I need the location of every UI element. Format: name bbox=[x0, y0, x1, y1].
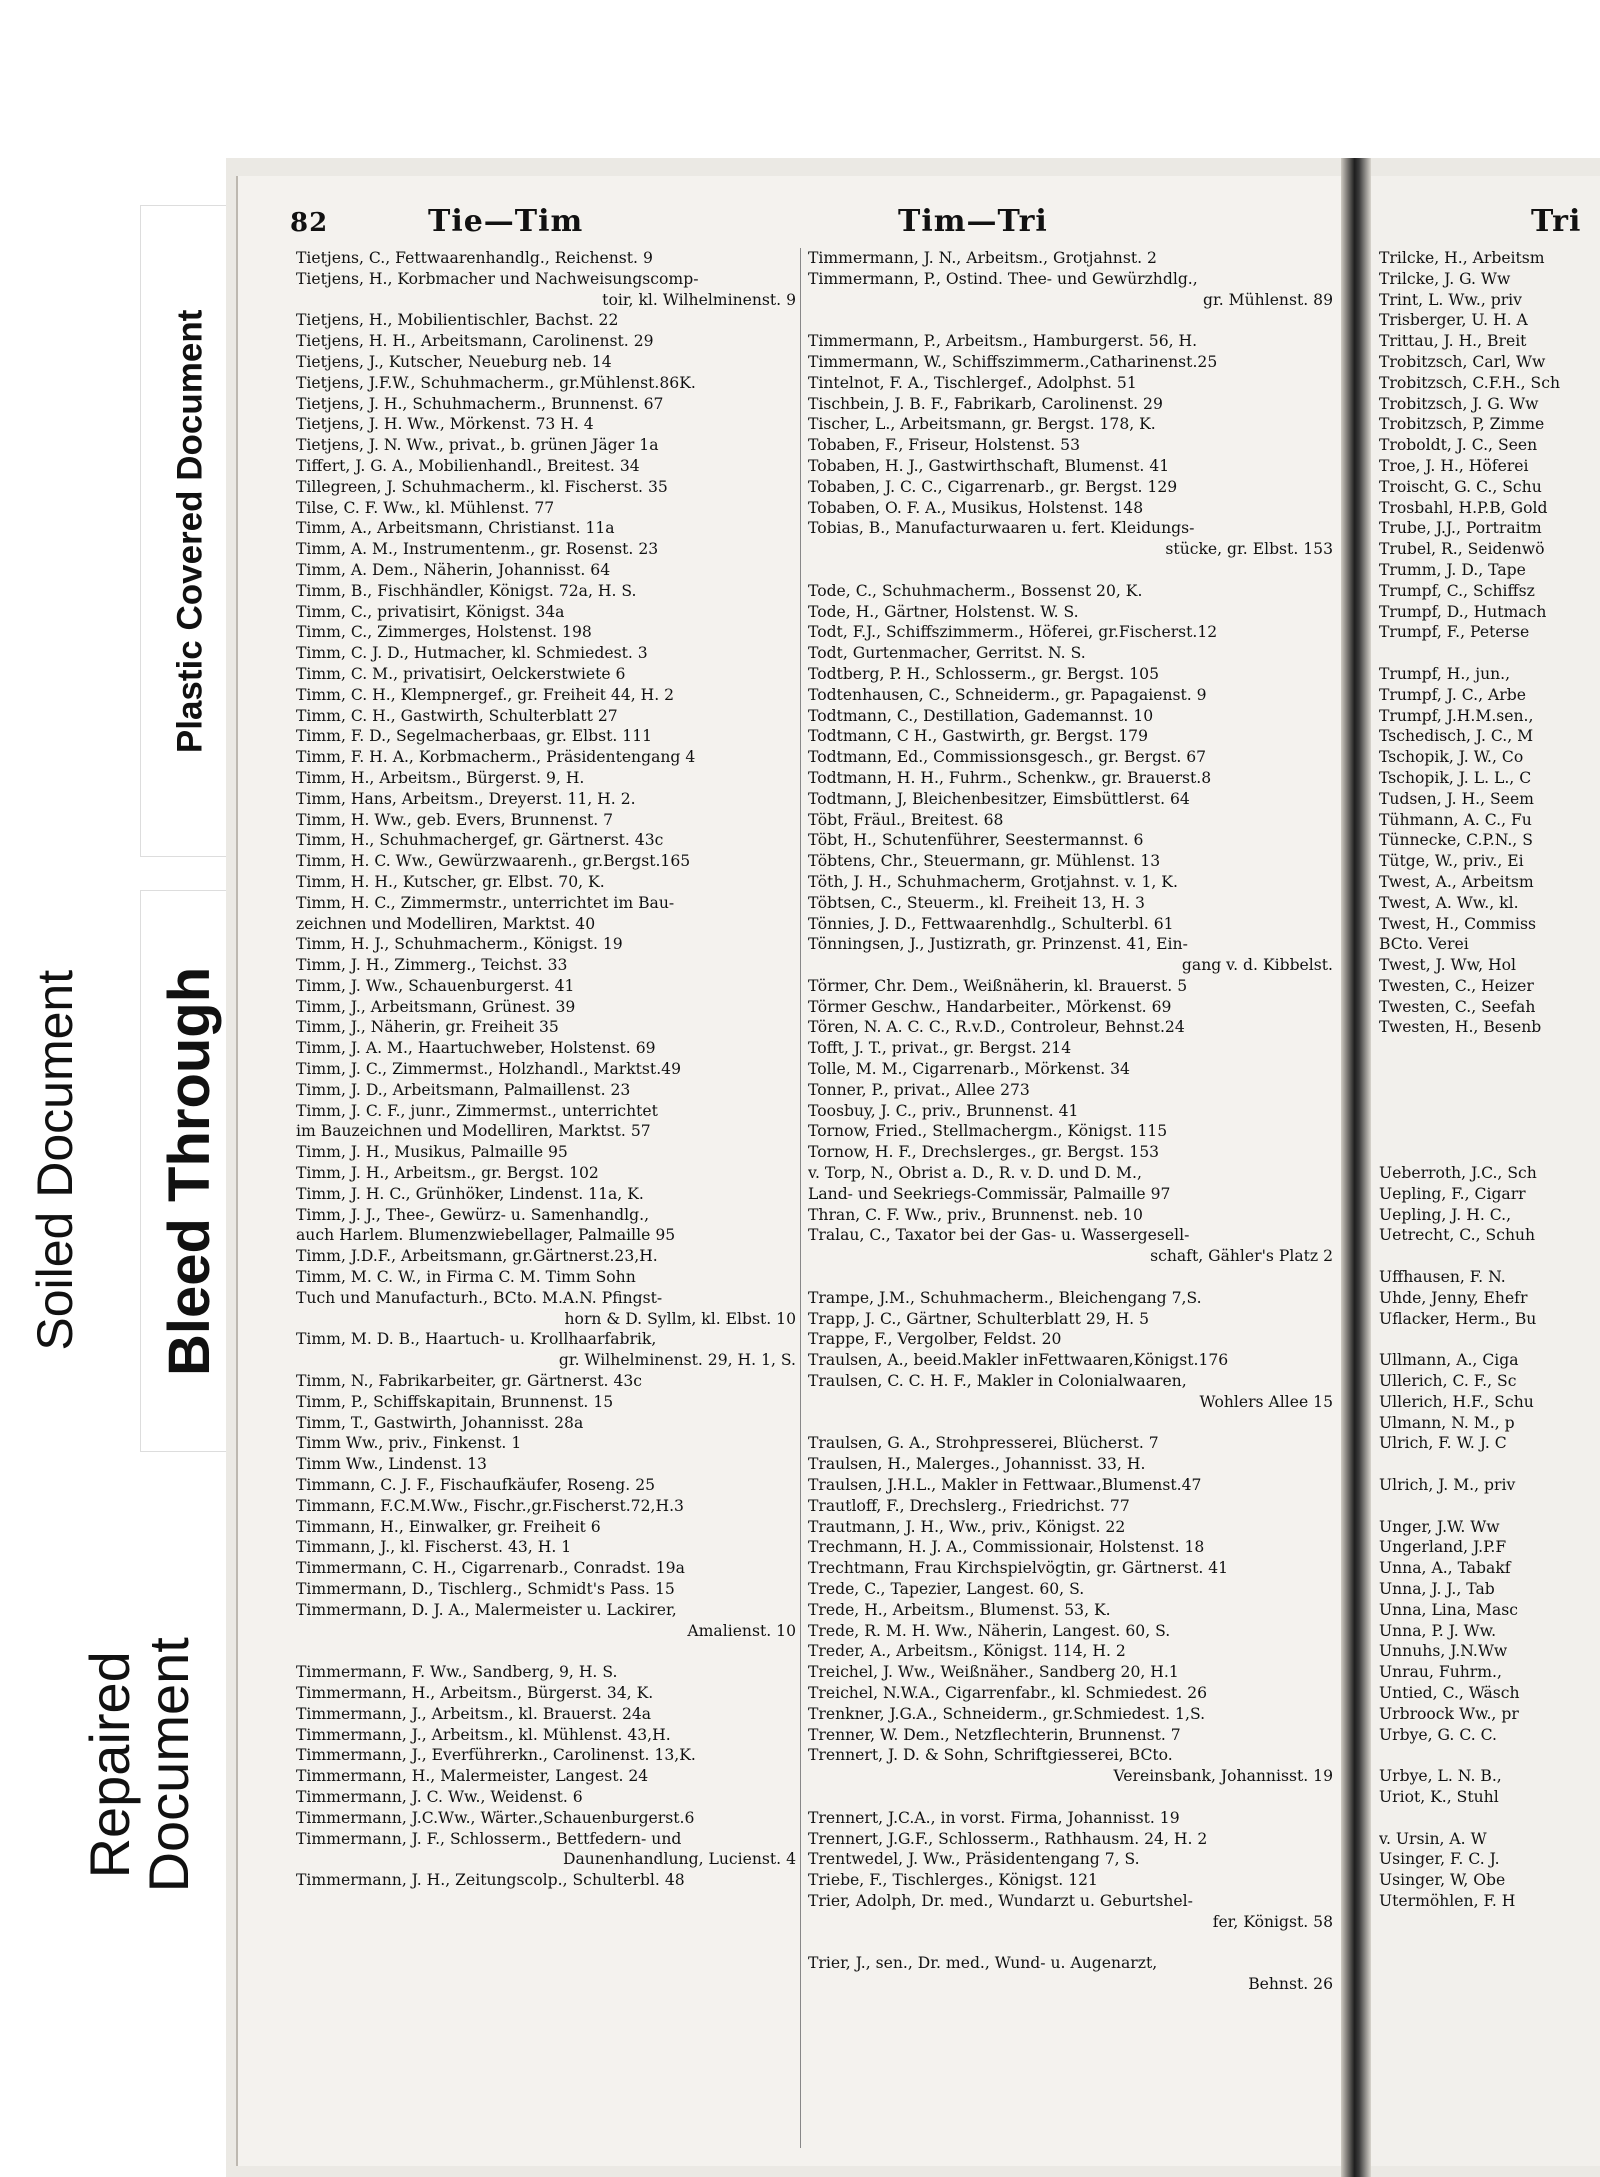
directory-line: Treichel, N.W.A., Cigarrenfabr., kl. Schmiedest. 26 bbox=[808, 1683, 1208, 1702]
directory-line: Törmer, Chr. Dem., Weißnäherin, kl. Brauerst. 5 bbox=[808, 976, 1188, 995]
directory-line: toir, kl. Wilhelminenst. 9 bbox=[602, 290, 796, 309]
column-1 bbox=[296, 248, 796, 1891]
directory-line: Tobaben, O. F. A., Musikus, Holstenst. 148 bbox=[808, 498, 1144, 517]
directory-line: Törmer Geschw., Handarbeiter., Mörkenst. 69 bbox=[808, 997, 1172, 1016]
directory-line: Todtmann, Ed., Commissionsgesch., gr. Bergst. 67 bbox=[808, 748, 1207, 767]
scanned-page bbox=[226, 158, 1600, 2177]
directory-line: Tören, N. A. C. C., R.v.D., Controleur, Behnst.24 bbox=[808, 1018, 1185, 1037]
directory-line: Ullmann, A., Ciga bbox=[1379, 1351, 1519, 1370]
directory-line: Timmermann, J.C.Ww., Wärter.,Schauenburgerst.6 bbox=[296, 1808, 695, 1827]
directory-line: Timm, T., Gastwirth, Johannisst. 28a bbox=[296, 1413, 584, 1432]
directory-line: Twest, A., Arbeitsm bbox=[1379, 872, 1534, 891]
directory-line: Tode, H., Gärtner, Holstenst. W. S. bbox=[808, 602, 1079, 621]
directory-line: Tönningsen, J., Justizrath, gr. Prinzenst. 41, Ein- bbox=[808, 935, 1188, 954]
directory-line bbox=[1379, 1038, 1600, 1059]
directory-line: Timm, J. H., Musikus, Palmaille 95 bbox=[296, 1143, 568, 1162]
directory-line bbox=[1379, 643, 1600, 664]
directory-line: Unna, A., Tabakf bbox=[1379, 1559, 1511, 1578]
directory-line: BCto. Verei bbox=[1379, 935, 1469, 954]
directory-line: Ueberroth, J.C., Sch bbox=[1379, 1164, 1537, 1183]
directory-line: Tischer, L., Arbeitsmann, gr. Bergst. 178, K. bbox=[808, 415, 1156, 434]
directory-line: Trumpf, D., Hutmach bbox=[1379, 602, 1547, 621]
directory-line: Tühmann, A. C., Fu bbox=[1379, 810, 1532, 829]
directory-line: Urbye, G. C. C. bbox=[1379, 1725, 1497, 1744]
directory-line: Timmermann, C. H., Cigarrenarb., Conradst. 19a bbox=[296, 1559, 685, 1578]
directory-line: Timm, J. C. F., junr., Zimmermst., unterrichtet bbox=[296, 1101, 658, 1120]
directory-line: Timmermann, J. H., Zeitungscolp., Schulterbl. 48 bbox=[296, 1871, 685, 1890]
directory-line: Trier, J., sen., Dr. med., Wund- u. Augenarzt, bbox=[808, 1954, 1158, 1973]
directory-line: Trosbahl, H.P.B, Gold bbox=[1379, 498, 1548, 517]
directory-line bbox=[1379, 1101, 1600, 1122]
directory-line: Timm, B., Fischhändler, Königst. 72a, H. S. bbox=[296, 581, 637, 600]
directory-line: Twesten, C., Heizer bbox=[1379, 976, 1534, 995]
directory-line: Trumpf, H., jun., bbox=[1379, 664, 1511, 683]
directory-line: Twesten, C., Seefah bbox=[1379, 997, 1536, 1016]
directory-line: Todtmann, J, Bleichenbesitzer, Eimsbüttlerst. 64 bbox=[808, 789, 1190, 808]
directory-line: Timm, H. C. Ww., Gewürzwaarenh., gr.Bergst.165 bbox=[296, 852, 691, 871]
directory-line: Tünnecke, C.P.N., S bbox=[1379, 831, 1533, 850]
directory-line: Timm, F. H. A., Korbmacherm., Präsidentengang 4 bbox=[296, 748, 696, 767]
directory-line: Tietjens, J. H. Ww., Mörkenst. 73 H. 4 bbox=[296, 415, 594, 434]
directory-line: Trenkner, J.G.A., Schneiderm., gr.Schmiedest. 1,S. bbox=[808, 1704, 1206, 1723]
directory-line: Timm, J. C., Zimmermst., Holzhandl., Marktst.49 bbox=[296, 1060, 681, 1079]
directory-line: Trennert, J.G.F., Schlosserm., Rathhausm. 24, H. 2 bbox=[808, 1829, 1208, 1848]
directory-line: Trennert, J. D. & Sohn, Schriftgiesserei, BCto. bbox=[808, 1746, 1173, 1765]
directory-line: Timm, M. D. B., Haartuch- u. Krollhaarfabrik, bbox=[296, 1330, 657, 1349]
directory-line: Usinger, F. C. J. bbox=[1379, 1850, 1500, 1869]
header-right: Tri bbox=[1531, 204, 1582, 239]
directory-line: Uriot, K., Stuhl bbox=[1379, 1787, 1499, 1806]
directory-line: Trube, J.J., Portraitm bbox=[1379, 519, 1542, 538]
directory-line: Timm, J. Ww., Schauenburgerst. 41 bbox=[296, 976, 575, 995]
directory-line: Trumpf, C., Schiffsz bbox=[1379, 581, 1535, 600]
directory-line bbox=[808, 310, 1333, 331]
directory-line bbox=[808, 1787, 1333, 1808]
directory-line: Treichel, J. Ww., Weißnäher., Sandberg 20, H.1 bbox=[808, 1663, 1179, 1682]
directory-line: Timm, P., Schiffskapitain, Brunnenst. 15 bbox=[296, 1392, 614, 1411]
directory-line: im Bauzeichnen und Modelliren, Marktst. 57 bbox=[296, 1122, 651, 1141]
directory-line: Timm, Hans, Arbeitsm., Dreyerst. 11, H. 2. bbox=[296, 789, 636, 808]
directory-page bbox=[236, 176, 1343, 2166]
directory-line bbox=[1379, 1246, 1600, 1267]
directory-line: Ulrich, J. M., priv bbox=[1379, 1476, 1516, 1495]
directory-line: fer, Königst. 58 bbox=[1212, 1912, 1333, 1931]
directory-line: Tietjens, J.F.W., Schuhmacherm., gr.Mühlenst.86K. bbox=[296, 373, 696, 392]
directory-line bbox=[1379, 1496, 1600, 1517]
directory-line: Tillegreen, J. Schuhmacherm., kl. Fischerst. 35 bbox=[296, 477, 668, 496]
directory-line: Twest, J. Ww, Hol bbox=[1379, 956, 1516, 975]
directory-line bbox=[296, 1641, 796, 1662]
directory-line: Todtmann, C., Destillation, Gademannst. 10 bbox=[808, 706, 1154, 725]
directory-line: Timmermann, P., Ostind. Thee- und Gewürzhdlg., bbox=[808, 269, 1198, 288]
directory-line: Uffhausen, F. N. bbox=[1379, 1268, 1506, 1287]
directory-line: Urbye, L. N. B., bbox=[1379, 1767, 1502, 1786]
directory-line: Treder, A., Arbeitsm., Königst. 114, H. 2 bbox=[808, 1642, 1126, 1661]
directory-line: Trittau, J. H., Breit bbox=[1379, 332, 1527, 351]
directory-line: Tuch und Manufacturh., BCto. M.A.N. Pfingst- bbox=[296, 1288, 663, 1307]
directory-line: Timmermann, H., Arbeitsm., Bürgerst. 34, K. bbox=[296, 1683, 654, 1702]
directory-line: Trilcke, H., Arbeitsm bbox=[1379, 249, 1545, 267]
column-3 bbox=[1379, 248, 1600, 1912]
directory-line: Timmermann, J. F., Schlosserm., Bettfedern- und bbox=[296, 1829, 682, 1848]
directory-line: Tietjens, H., Korbmacher und Nachweisungscomp- bbox=[296, 269, 699, 288]
directory-line: Troe, J. H., Höferei bbox=[1379, 456, 1529, 475]
directory-line: Timm, A. Dem., Näherin, Johannisst. 64 bbox=[296, 560, 611, 579]
directory-line: Tschopik, J. W., Co bbox=[1379, 748, 1524, 767]
directory-line: Trede, H., Arbeitsm., Blumenst. 53, K. bbox=[808, 1600, 1111, 1619]
directory-line: Timm, H. J., Schuhmacherm., Königst. 19 bbox=[296, 935, 623, 954]
directory-line: Tietjens, C., Fettwaarenhandlg., Reichenst. 9 bbox=[296, 249, 653, 267]
directory-line: Uetrecht, C., Schuh bbox=[1379, 1226, 1536, 1245]
directory-line: Tode, C., Schuhmacherm., Bossenst 20, K. bbox=[808, 581, 1143, 600]
directory-line: Timmann, C. J. F., Fischaufkäufer, Roseng. 25 bbox=[296, 1476, 656, 1495]
directory-line: Traulsen, J.H.L., Makler in Fettwaar.,Blumenst.47 bbox=[808, 1476, 1202, 1495]
directory-line: Timmermann, J. N., Arbeitsm., Grotjahnst. 2 bbox=[808, 249, 1157, 267]
directory-line: Timm, J. H. C., Grünhöker, Lindenst. 11a, K. bbox=[296, 1184, 644, 1203]
directory-line bbox=[808, 1267, 1333, 1288]
directory-line: Timm, J. A. M., Haartuchweber, Holstenst. 69 bbox=[296, 1039, 656, 1058]
directory-line: Töbt, Fräul., Breitest. 68 bbox=[808, 810, 1004, 829]
directory-line: Trisberger, U. H. A bbox=[1379, 311, 1528, 330]
directory-line: Ungerland, J.P.F bbox=[1379, 1538, 1507, 1557]
directory-line: Triebe, F., Tischlerges., Königst. 121 bbox=[808, 1871, 1098, 1890]
directory-line bbox=[1379, 1745, 1600, 1766]
directory-line: Uflacker, Herm., Bu bbox=[1379, 1309, 1537, 1328]
directory-line: Uepling, J. H. C., bbox=[1379, 1205, 1512, 1224]
plastic-label: Plastic Covered Document bbox=[140, 205, 242, 857]
directory-line: Behnst. 26 bbox=[1248, 1975, 1333, 1994]
directory-line: Timm, J., Näherin, gr. Freiheit 35 bbox=[296, 1018, 559, 1037]
directory-line: Unna, J. J., Tab bbox=[1379, 1580, 1495, 1598]
directory-line: schaft, Gähler's Platz 2 bbox=[1150, 1247, 1333, 1266]
directory-line: Timm, C. H., Klempnergef., gr. Freiheit 44, H. 2 bbox=[296, 685, 675, 704]
directory-line: Timmann, F.C.M.Ww., Fischr.,gr.Fischerst.72,H.3 bbox=[296, 1496, 684, 1515]
directory-line: Timm, J. H., Zimmerg., Teichst. 33 bbox=[296, 956, 568, 975]
directory-line: Troischt, G. C., Schu bbox=[1379, 477, 1542, 496]
directory-line: Todtmann, H. H., Fuhrm., Schenkw., gr. Brauerst.8 bbox=[808, 768, 1212, 787]
directory-line: Tietjens, J., Kutscher, Neueburg neb. 14 bbox=[296, 352, 612, 371]
directory-line: Trenner, W. Dem., Netzflechterin, Brunnenst. 7 bbox=[808, 1725, 1181, 1744]
directory-line: Timmann, J., kl. Fischerst. 43, H. 1 bbox=[296, 1538, 572, 1557]
directory-line: Unger, J.W. Ww bbox=[1379, 1517, 1500, 1536]
directory-line: Timm, C., privatisirt, Königst. 34a bbox=[296, 602, 565, 621]
directory-line: Tintelnot, F. A., Tischlergef., Adolphst. 51 bbox=[808, 373, 1137, 392]
directory-line: Twest, A. Ww., kl. bbox=[1379, 893, 1519, 912]
directory-line: Unrau, Fuhrm., bbox=[1379, 1663, 1502, 1682]
directory-line: Trapp, J. C., Gärtner, Schulterblatt 29, H. 5 bbox=[808, 1309, 1150, 1328]
directory-line: Timm, H., Arbeitsm., Bürgerst. 9, H. bbox=[296, 768, 585, 787]
directory-line: Timmermann, H., Malermeister, Langest. 24 bbox=[296, 1767, 649, 1786]
directory-line: Trede, C., Tapezier, Langest. 60, S. bbox=[808, 1580, 1085, 1598]
directory-line bbox=[1379, 1080, 1600, 1101]
directory-line: Trumm, J. D., Tape bbox=[1379, 560, 1526, 579]
directory-line: Land- und Seekriegs-Commissär, Palmaille 97 bbox=[808, 1184, 1171, 1203]
directory-line: Timm, C. H., Gastwirth, Schulterblatt 27 bbox=[296, 706, 618, 725]
directory-line: Uhde, Jenny, Ehefr bbox=[1379, 1288, 1528, 1307]
directory-line bbox=[1379, 1808, 1600, 1829]
directory-line: Trobitzsch, Carl, Ww bbox=[1379, 352, 1546, 371]
directory-line: v. Torp, N., Obrist a. D., R. v. D. und D. M., bbox=[808, 1164, 1142, 1183]
directory-line: Timm, C. J. D., Hutmacher, kl. Schmiedest. 3 bbox=[296, 644, 648, 663]
directory-line: Timmermann, P., Arbeitsm., Hamburgerst. 56, H. bbox=[808, 332, 1198, 351]
directory-line: Todt, Gurtenmacher, Gerritst. N. S. bbox=[808, 644, 1086, 663]
directory-line: Tobaben, F., Friseur, Holstenst. 53 bbox=[808, 436, 1081, 455]
directory-line: Tornow, Fried., Stellmachergm., Königst. 115 bbox=[808, 1122, 1168, 1141]
directory-line: Amalienst. 10 bbox=[687, 1621, 796, 1640]
directory-line: Timm, A. M., Instrumentenm., gr. Rosenst. 23 bbox=[296, 540, 659, 559]
directory-line bbox=[808, 1933, 1333, 1954]
directory-line: Timm, F. D., Segelmacherbaas, gr. Elbst. 111 bbox=[296, 727, 653, 746]
directory-line: Timm Ww., Lindenst. 13 bbox=[296, 1455, 487, 1474]
directory-line bbox=[1379, 1329, 1600, 1350]
directory-line: Timm, J. D., Arbeitsmann, Palmaillenst. 23 bbox=[296, 1080, 631, 1099]
directory-line: Ullerich, H.F., Schu bbox=[1379, 1392, 1534, 1411]
directory-line: Tonner, P., privat., Allee 273 bbox=[808, 1080, 1030, 1099]
directory-line: Timm, H. Ww., geb. Evers, Brunnenst. 7 bbox=[296, 810, 614, 829]
directory-line: Timm Ww., priv., Finkenst. 1 bbox=[296, 1434, 522, 1453]
directory-line: Trechmann, H. J. A., Commissionair, Holstenst. 18 bbox=[808, 1538, 1205, 1557]
column-2 bbox=[808, 248, 1333, 1995]
directory-line: Timm, A., Arbeitsmann, Christianst. 11a bbox=[296, 519, 615, 538]
directory-line: Timm, C. M., privatisirt, Oelckerstwiete 6 bbox=[296, 664, 626, 683]
directory-line: Timm, M. C. W., in Firma C. M. Timm Sohn bbox=[296, 1268, 636, 1287]
directory-line: Timmermann, J., Arbeitsm., kl. Brauerst. 24a bbox=[296, 1704, 652, 1723]
directory-line: zeichnen und Modelliren, Marktst. 40 bbox=[296, 914, 596, 933]
facing-page bbox=[1371, 176, 1600, 2166]
directory-line: Tietjens, J. N. Ww., privat., b. grünen Jäger 1a bbox=[296, 436, 659, 455]
directory-line: gang v. d. Kibbelst. bbox=[1181, 956, 1333, 975]
directory-line bbox=[1379, 1142, 1600, 1163]
directory-line: Trumpf, J.H.M.sen., bbox=[1379, 706, 1534, 725]
directory-line: Timm, J.D.F., Arbeitsmann, gr.Gärtnerst.23,H. bbox=[296, 1247, 658, 1266]
directory-line: Vereinsbank, Johannisst. 19 bbox=[1113, 1767, 1333, 1786]
directory-line: Trentwedel, J. Ww., Präsidentengang 7, S. bbox=[808, 1850, 1140, 1869]
directory-line: Timm, H. H., Kutscher, gr. Elbst. 70, K. bbox=[296, 872, 605, 891]
directory-line: Trobitzsch, J. G. Ww bbox=[1379, 394, 1539, 413]
directory-line: Trubel, R., Seidenwö bbox=[1379, 540, 1545, 559]
directory-line: Wohlers Allee 15 bbox=[1199, 1392, 1333, 1411]
directory-line: Timm, J. H., Arbeitsm., gr. Bergst. 102 bbox=[296, 1164, 599, 1183]
page-number: 82 bbox=[290, 208, 329, 238]
directory-line: Twesten, H., Besenb bbox=[1379, 1018, 1542, 1037]
directory-line: Trede, R. M. H. Ww., Näherin, Langest. 60, S. bbox=[808, 1621, 1171, 1640]
directory-line: Töbtsen, C., Steuerm., kl. Freiheit 13, H. 3 bbox=[808, 893, 1145, 912]
directory-line: Ullerich, C. F., Sc bbox=[1379, 1372, 1517, 1391]
directory-line: Urbroock Ww., pr bbox=[1379, 1704, 1519, 1723]
repaired-label: Repaired Document bbox=[78, 1637, 201, 1893]
directory-line: Ulmann, N. M., p bbox=[1379, 1413, 1515, 1432]
directory-line: Traulsen, C. C. H. F., Makler in Colonialwaaren, bbox=[808, 1372, 1187, 1391]
directory-line: Troboldt, J. C., Seen bbox=[1379, 436, 1538, 455]
directory-line: Trennert, J.C.A., in vorst. Firma, Johannisst. 19 bbox=[808, 1808, 1180, 1827]
directory-line: Timmann, H., Einwalker, gr. Freiheit 6 bbox=[296, 1517, 601, 1536]
bleed-label: Bleed Through bbox=[140, 890, 242, 1452]
directory-line: Utermöhlen, F. H bbox=[1379, 1891, 1516, 1910]
directory-line: Tietjens, H., Mobilientischler, Bachst. 22 bbox=[296, 311, 619, 330]
directory-line: Trobitzsch, P, Zimme bbox=[1379, 415, 1545, 434]
directory-line: Tietjens, J. H., Schuhmacherm., Brunnenst. 67 bbox=[296, 394, 664, 413]
directory-line: Trumpf, J. C., Arbe bbox=[1379, 685, 1526, 704]
directory-line bbox=[808, 1413, 1333, 1434]
directory-line: Timmermann, W., Schiffszimmerm.,Catharinenst.25 bbox=[808, 352, 1218, 371]
directory-line: Timmermann, F. Ww., Sandberg, 9, H. S. bbox=[296, 1663, 618, 1682]
directory-line bbox=[808, 560, 1333, 581]
directory-line: Untied, C., Wäsch bbox=[1379, 1683, 1520, 1702]
directory-line: Timm, N., Fabrikarbeiter, gr. Gärtnerst. 43c bbox=[296, 1372, 643, 1391]
directory-line: Daunenhandlung, Lucienst. 4 bbox=[563, 1850, 796, 1869]
directory-line: Trobitzsch, C.F.H., Sch bbox=[1379, 373, 1560, 392]
directory-line: Tilse, C. F. Ww., kl. Mühlenst. 77 bbox=[296, 498, 555, 517]
directory-line: Trechtmann, Frau Kirchspielvögtin, gr. Gärtnerst. 41 bbox=[808, 1559, 1229, 1578]
directory-line: Todtberg, P. H., Schlosserm., gr. Bergst. 105 bbox=[808, 664, 1159, 683]
directory-line: Timm, J., Arbeitsmann, Grünest. 39 bbox=[296, 997, 576, 1016]
soiled-label: Soiled Document bbox=[26, 969, 83, 1351]
directory-line: Todt, F.J., Schiffszimmerm., Höferei, gr.Fischerst.12 bbox=[808, 623, 1218, 642]
directory-line: Trampe, J.M., Schuhmacherm., Bleichengang 7,S. bbox=[808, 1288, 1202, 1307]
directory-line: Traulsen, A., beeid.Makler inFettwaaren,Königst.176 bbox=[808, 1351, 1229, 1370]
directory-line: Töbt, H., Schutenführer, Seestermannst. 6 bbox=[808, 831, 1144, 850]
directory-line: Tobias, B., Manufacturwaaren u. fert. Kleidungs- bbox=[808, 519, 1195, 538]
directory-line: Uepling, F., Cigarr bbox=[1379, 1184, 1526, 1203]
directory-line bbox=[1379, 1454, 1600, 1475]
directory-line: Toosbuy, J. C., priv., Brunnenst. 41 bbox=[808, 1101, 1079, 1120]
directory-line: Tönnies, J. D., Fettwaarenhdlg., Schulterbl. 61 bbox=[808, 914, 1174, 933]
directory-line: Töth, J. H., Schuhmacherm, Grotjahnst. v. 1, K. bbox=[808, 872, 1178, 891]
directory-line: Twest, H., Commiss bbox=[1379, 914, 1536, 933]
directory-line: Timm, H. C., Zimmermstr., unterrichtet im Bau- bbox=[296, 893, 675, 912]
directory-line: Töbtens, Chr., Steuermann, gr. Mühlenst. 13 bbox=[808, 852, 1161, 871]
directory-line: Trint, L. Ww., priv bbox=[1379, 290, 1522, 309]
directory-line: Unna, P. J. Ww. bbox=[1379, 1621, 1497, 1640]
directory-line: Timm, H., Schuhmachergef, gr. Gärtnerst. 43c bbox=[296, 831, 664, 850]
directory-line: horn & D. Syllm, kl. Elbst. 10 bbox=[564, 1309, 796, 1328]
directory-line: Tobaben, J. C. C., Cigarrenarb., gr. Bergst. 129 bbox=[808, 477, 1178, 496]
directory-line: Usinger, W, Obe bbox=[1379, 1871, 1506, 1890]
directory-line: gr. Wilhelminenst. 29, H. 1, S. bbox=[558, 1351, 796, 1370]
directory-line: Tiffert, J. G. A., Mobilienhandl., Breitest. 34 bbox=[296, 456, 640, 475]
directory-line: Tischbein, J. B. F., Fabrikarb, Carolinenst. 29 bbox=[808, 394, 1163, 413]
directory-line: Thran, C. F. Ww., priv., Brunnenst. neb. 10 bbox=[808, 1205, 1143, 1224]
directory-line: Todtenhausen, C., Schneiderm., gr. Papagaienst. 9 bbox=[808, 685, 1207, 704]
directory-line: Trautmann, J. H., Ww., priv., Königst. 22 bbox=[808, 1517, 1126, 1536]
directory-line: Tschedisch, J. C., M bbox=[1379, 727, 1534, 746]
directory-line: Trumpf, F., Peterse bbox=[1379, 623, 1530, 642]
directory-line: Timmermann, J. C. Ww., Weidenst. 6 bbox=[296, 1787, 583, 1806]
directory-line: Traulsen, G. A., Strohpresserei, Blücherst. 7 bbox=[808, 1434, 1159, 1453]
directory-line: Timm, J. J., Thee-, Gewürz- u. Samenhandlg., bbox=[296, 1205, 650, 1224]
directory-line: auch Harlem. Blumenzwiebellager, Palmaille 95 bbox=[296, 1226, 676, 1245]
directory-line: Tolle, M. M., Cigarrenarb., Mörkenst. 34 bbox=[808, 1060, 1130, 1079]
directory-line: Tornow, H. F., Drechslerges., gr. Bergst. 153 bbox=[808, 1143, 1160, 1162]
directory-line: Trappe, F., Vergolber, Feldst. 20 bbox=[808, 1330, 1062, 1349]
header-mid: Tim—Tri bbox=[898, 204, 1048, 239]
directory-line: Tietjens, H. H., Arbeitsmann, Carolinenst. 29 bbox=[296, 332, 654, 351]
book-gutter bbox=[1341, 158, 1371, 2177]
directory-line: Ulrich, F. W. J. C bbox=[1379, 1434, 1507, 1453]
directory-line: Unna, Lina, Masc bbox=[1379, 1600, 1519, 1619]
directory-line: Timmermann, J., Arbeitsm., kl. Mühlenst. 43,H. bbox=[296, 1725, 671, 1744]
directory-line: Tofft, J. T., privat., gr. Bergst. 214 bbox=[808, 1039, 1072, 1058]
directory-line: Unnuhs, J.N.Ww bbox=[1379, 1642, 1508, 1661]
header-left: Tie—Tim bbox=[428, 204, 584, 239]
directory-line: Tschopik, J. L. L., C bbox=[1379, 768, 1532, 787]
directory-line: Todtmann, C H., Gastwirth, gr. Bergst. 179 bbox=[808, 727, 1149, 746]
directory-line: Timmermann, D., Tischlerg., Schmidt's Pass. 15 bbox=[296, 1580, 675, 1598]
directory-line: Trilcke, J. G. Ww bbox=[1379, 269, 1511, 288]
directory-line: Tudsen, J. H., Seem bbox=[1379, 789, 1534, 808]
column-divider bbox=[800, 248, 801, 2148]
directory-line: Timmermann, D. J. A., Malermeister u. Lackirer, bbox=[296, 1600, 677, 1619]
directory-line bbox=[1379, 1059, 1600, 1080]
directory-line: Tütge, W., priv., Ei bbox=[1379, 852, 1524, 871]
directory-line: gr. Mühlenst. 89 bbox=[1203, 290, 1333, 309]
directory-line bbox=[1379, 1121, 1600, 1142]
directory-line: Traulsen, H., Malerges., Johannisst. 33, H. bbox=[808, 1455, 1146, 1474]
directory-line: Tralau, C., Taxator bei der Gas- u. Wassergesell- bbox=[808, 1226, 1190, 1245]
directory-line: Trautloff, F., Drechslerg., Friedrichst. 77 bbox=[808, 1496, 1130, 1515]
directory-line: Tobaben, H. J., Gastwirthschaft, Blumenst. 41 bbox=[808, 456, 1170, 475]
directory-line: v. Ursin, A. W bbox=[1379, 1829, 1487, 1848]
directory-line: Timmermann, J., Everführerkn., Carolinenst. 13,K. bbox=[296, 1746, 696, 1765]
directory-line: Timm, C., Zimmerges, Holstenst. 198 bbox=[296, 623, 592, 642]
directory-line: Trier, Adolph, Dr. med., Wundarzt u. Geburtshel- bbox=[808, 1891, 1193, 1910]
directory-line: stücke, gr. Elbst. 153 bbox=[1165, 540, 1333, 559]
